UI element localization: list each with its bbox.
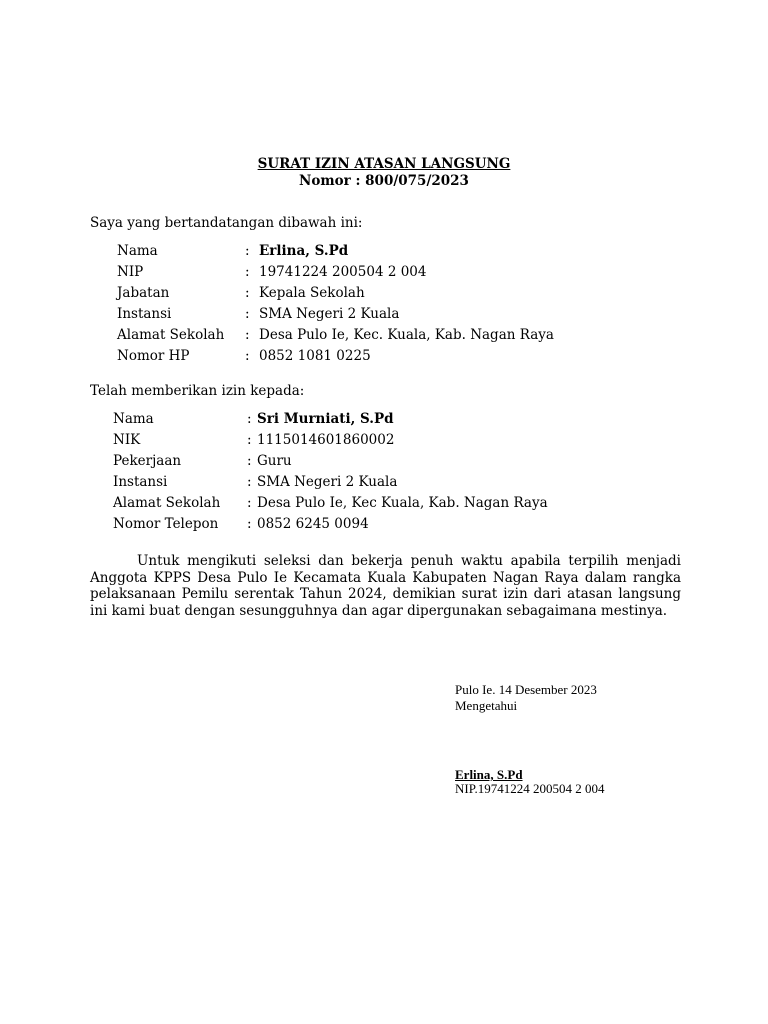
field-label: NIK — [113, 432, 141, 448]
field-colon: : — [247, 432, 252, 448]
field-colon: : — [247, 474, 252, 490]
signer-institution-value: SMA Negeri 2 Kuala — [259, 306, 400, 322]
field-colon: : — [245, 306, 250, 322]
recipient-institution-value: SMA Negeri 2 Kuala — [257, 474, 398, 490]
signer-row-address — [117, 325, 554, 346]
recipient-fields — [113, 409, 548, 535]
field-label: Alamat Sekolah — [117, 327, 225, 343]
field-label: Nomor HP — [117, 348, 190, 364]
field-label: Pekerjaan — [113, 453, 182, 469]
letter-body-paragraph: Untuk mengikuti seleksi dan bekerja penuh waktu apabila terpilih menjadi Anggota KPPS Desa Pulo Ie Kecamata Kuala Kabupaten Nagan Raya dalam rangka pelaksanaan Pemilu serentak Tahun 2024, demikian surat izin dari atasan langsung ini kami buat dengan sesungguhnya dan agar dipergunakan sebagaimana mestinya. — [90, 553, 681, 619]
signer-row-phone — [117, 346, 554, 367]
signer-fields — [117, 241, 554, 367]
field-label: Instansi — [117, 306, 172, 322]
signature-place-date: Pulo Ie. 14 Desember 2023 — [455, 682, 597, 697]
recipient-phone-value: 0852 6245 0094 — [257, 516, 369, 532]
signer-address-value: Desa Pulo Ie, Kec. Kuala, Kab. Nagan Raya — [259, 327, 554, 343]
signer-position-value: Kepala Sekolah — [259, 285, 365, 301]
recipient-row-address — [113, 493, 548, 514]
field-colon: : — [245, 264, 250, 280]
field-label: Jabatan — [117, 285, 170, 301]
signature-name: Erlina, S.Pd — [455, 767, 523, 782]
field-colon: : — [247, 495, 252, 511]
signer-nip-value: 19741224 200504 2 004 — [259, 264, 427, 280]
letter-number: Nomor : 800/075/2023 — [299, 173, 469, 189]
field-label: Nama — [113, 411, 154, 427]
field-label: Nomor Telepon — [113, 516, 219, 532]
recipient-row-name — [113, 409, 548, 430]
recipient-occupation-value: Guru — [257, 453, 292, 469]
field-colon: : — [245, 243, 250, 259]
recipient-nik-value: 1115014601860002 — [257, 432, 395, 448]
recipient-row-occupation — [113, 451, 548, 472]
signature-nip: NIP.19741224 200504 2 004 — [455, 781, 605, 796]
signer-row-institution — [117, 304, 554, 325]
field-label: Instansi — [113, 474, 168, 490]
signer-name-value: Erlina, S.Pd — [259, 243, 349, 259]
field-colon: : — [247, 411, 252, 427]
recipient-address-value: Desa Pulo Ie, Kec Kuala, Kab. Nagan Raya — [257, 495, 548, 511]
field-label: NIP — [117, 264, 144, 280]
signer-row-name — [117, 241, 554, 262]
field-colon: : — [245, 348, 250, 364]
signer-phone-value: 0852 1081 0225 — [259, 348, 371, 364]
signer-row-nip — [117, 262, 554, 283]
field-label: Nama — [117, 243, 158, 259]
recipient-row-institution — [113, 472, 548, 493]
recipient-intro: Telah memberikan izin kepada: — [90, 383, 305, 399]
recipient-name-value: Sri Murniati, S.Pd — [257, 411, 394, 427]
field-colon: : — [245, 285, 250, 301]
field-label: Alamat Sekolah — [113, 495, 221, 511]
field-colon: : — [247, 453, 252, 469]
letter-header — [0, 156, 768, 190]
field-colon: : — [247, 516, 252, 532]
field-colon: : — [245, 327, 250, 343]
signature-acknowledged: Mengetahui — [455, 698, 518, 713]
recipient-row-nik — [113, 430, 548, 451]
recipient-row-phone — [113, 514, 548, 535]
letter-title: SURAT IZIN ATASAN LANGSUNG — [257, 156, 511, 172]
signer-intro: Saya yang bertandatangan dibawah ini: — [90, 215, 363, 231]
signer-row-position — [117, 283, 554, 304]
